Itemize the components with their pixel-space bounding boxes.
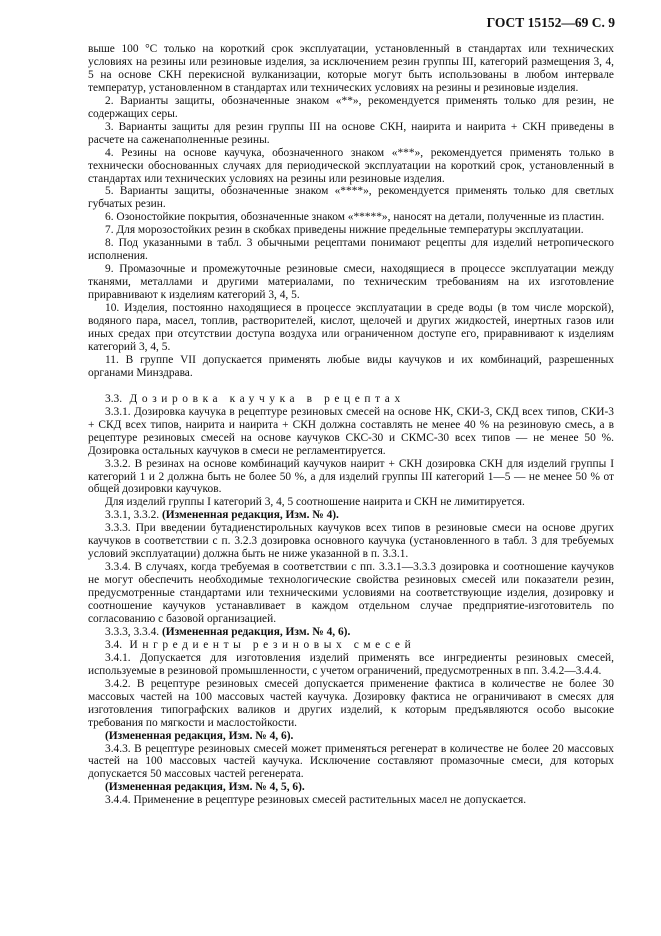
note-continuation: выше 100 °С только на короткий срок эксплуатации, установленный в стандартах или технических условиях на резины или резиновые изделия, за исключением резин группы III, категорий размещения 3, 4, 5 на основе СКН перекисной вулканизации, которые могут быть использованы в любом интервале температур, установленном в стандартах или технических условиях на резины и резиновые изделия.: [88, 43, 614, 94]
section-number: 3.3.: [105, 392, 123, 405]
note-8: 8. Под указанными в табл. 3 обычными рецептами понимают рецепты для изделий нетропического исполнения.: [88, 237, 614, 263]
paragraph-3-4-4: 3.4.4. Применение в рецептуре резиновых смесей растительных масел не допускается.: [105, 794, 527, 807]
paragraph-3-3-3: 3.3.3. При введении бутадиенстирольных каучуков всех типов в резиновые смеси на основе других каучуков в соответствии с п. 3.2.3 дозировка основного каучука (установленного в табл. 3 для требуемых условий эксплуатации) должна быть не ниже указанной в п. 3.3.1.: [88, 522, 614, 561]
section-title: Ингредиенты резиновых смесей: [129, 638, 416, 651]
amendment-note: [88, 730, 614, 743]
amendment-ref: 3.3.1, 3.3.2.: [105, 509, 160, 522]
page-header: ГОСТ 15152—69 С. 9: [486, 15, 615, 30]
amendment-ref: 3.3.3, 3.3.4.: [105, 625, 160, 638]
note-5: 5. Варианты защиты, обозначенные знаком «****», рекомендуется применять только для светлых губчатых резин.: [88, 185, 614, 211]
note-7: 7. Для морозостойких резин в скобках приведены нижние предельные температуры эксплуатации.: [105, 224, 584, 237]
section-3-4-heading: [88, 639, 614, 652]
paragraph-3-3-4: 3.3.4. В случаях, когда требуемая в соответствии с пп. 3.3.1—3.3.3 дозировка и соотношение каучуков не могут обеспечить необходимые технологические свойства резиновых смесей или показатели резин, предусмотренные стандартами или техническими условиями на соответствующие изделия, дозировку и соотношение каучуков устанавливает в каждом отдельном случае предприятие-изготовитель по согласованию с базовой организацией.: [88, 561, 614, 625]
note-11: 11. В группе VII допускается применять любые виды каучуков и их комбинаций, разрешенных органами Минздрава.: [88, 353, 614, 379]
paragraph-3-4-1: 3.4.1. Допускается для изготовления изделий применять все ингредиенты резиновых смесей, используемые в резиновой промышленности, с учетом ограничений, предусмотренных в пп. 3.4.2—3.4.4.: [88, 651, 614, 677]
amendment-text: (Измененная редакция, Изм. № 4).: [161, 509, 339, 522]
section-number: 3.4.: [105, 638, 123, 651]
note-4: 4. Резины на основе каучука, обозначенного знаком «***», рекомендуется применять только в технически обоснованных случаях для периодической эксплуатации на короткий срок, установленный в стандартах или технических условиях на резины или резиновые изделия.: [88, 146, 614, 185]
paragraph-3-4-2: 3.4.2. В рецептуре резиновых смесей допускается применение фактиса в количестве не более 30 массовых частей на 100 массовых частей каучука. Дозировку фактиса не ограничивают в смесях для изготовления типографских валиков и других изделий, к которым предъявляются особо высокие требования по мягкости и маслостойкости.: [88, 677, 614, 729]
note-6: 6. Озоностойкие покрытия, обозначенные знаком «*****», наносят на детали, полученные из пластин.: [105, 211, 605, 224]
amendment-text: (Измененная редакция, Изм. № 4, 6).: [105, 729, 294, 742]
amendment-text: (Измененная редакция, Изм. № 4, 5, 6).: [105, 781, 305, 794]
section-3-3-heading: [88, 393, 614, 406]
document-body: [88, 43, 614, 807]
amendment-note: [88, 781, 614, 794]
amendment-text: (Измененная редакция, Изм. № 4, 6).: [161, 625, 351, 638]
note-2: 2. Варианты защиты, обозначенные знаком «**», рекомендуется применять только для резин, не содержащих серы.: [88, 94, 614, 120]
paragraph-3-3-2: 3.3.2. В резинах на основе комбинаций каучуков наирит + СКН дозировка СКН для изделий группы I категорий 1 и 2 должна быть не более 50 %, а для изделий группы III категорий 1—5 — не менее 50 % от общей дозировки каучуков.: [88, 457, 614, 496]
note-10: 10. Изделия, постоянно находящиеся в процессе эксплуатации в среде воды (в том числе морской), водяного пара, масел, топлив, растворителей, кислот, щелочей и других жидкостей, инертных газов или иных средах при отсутствии доступа воздуха или ограниченном доступе его, приравнивают к изделиям категорий 3, 4, 5.: [88, 302, 614, 353]
paragraph-3-3-1: 3.3.1. Дозировка каучука в рецептуре резиновых смесей на основе НК, СКИ-3, СКД всех типов, СКИ-3 + СКД всех типов, наирита и наирита + СКН должна составлять не менее 40 % на резиновую смесь, а в рецептуре резиновых смесей на основе каучуков СКС-30 и СКМС-30 всех типов — не менее 50 %. Дозировка остальных каучуков в смеси не регламентируется.: [88, 405, 614, 457]
section-title: Дозировка каучука в рецептах: [129, 392, 405, 405]
note-9: 9. Промазочные и промежуточные резиновые смеси, находящиеся в процессе эксплуатации между тканями, металлами и другими материалами, по техническим требованиям на их изготовление приравнивают к изделиям категорий 3, 4, 5.: [88, 263, 614, 302]
note-3: 3. Варианты защиты для резин группы III на основе СКН, наирита и наирита + СКН приведены в расчете на саженаполненные резины.: [88, 120, 614, 146]
paragraph-3-3-2-note: Для изделий группы I категорий 3, 4, 5 соотношение наирита и СКН не лимитируется.: [105, 496, 525, 509]
amendment-note: [88, 509, 614, 522]
amendment-note: [88, 626, 614, 639]
paragraph-3-4-3: 3.4.3. В рецептуре резиновых смесей может применяться регенерат в количестве не более 20 массовых частей на 100 массовых частей каучука. Исключение составляют промазочные смеси, для которых допускается 50 массовых частей регенерата.: [88, 742, 614, 781]
